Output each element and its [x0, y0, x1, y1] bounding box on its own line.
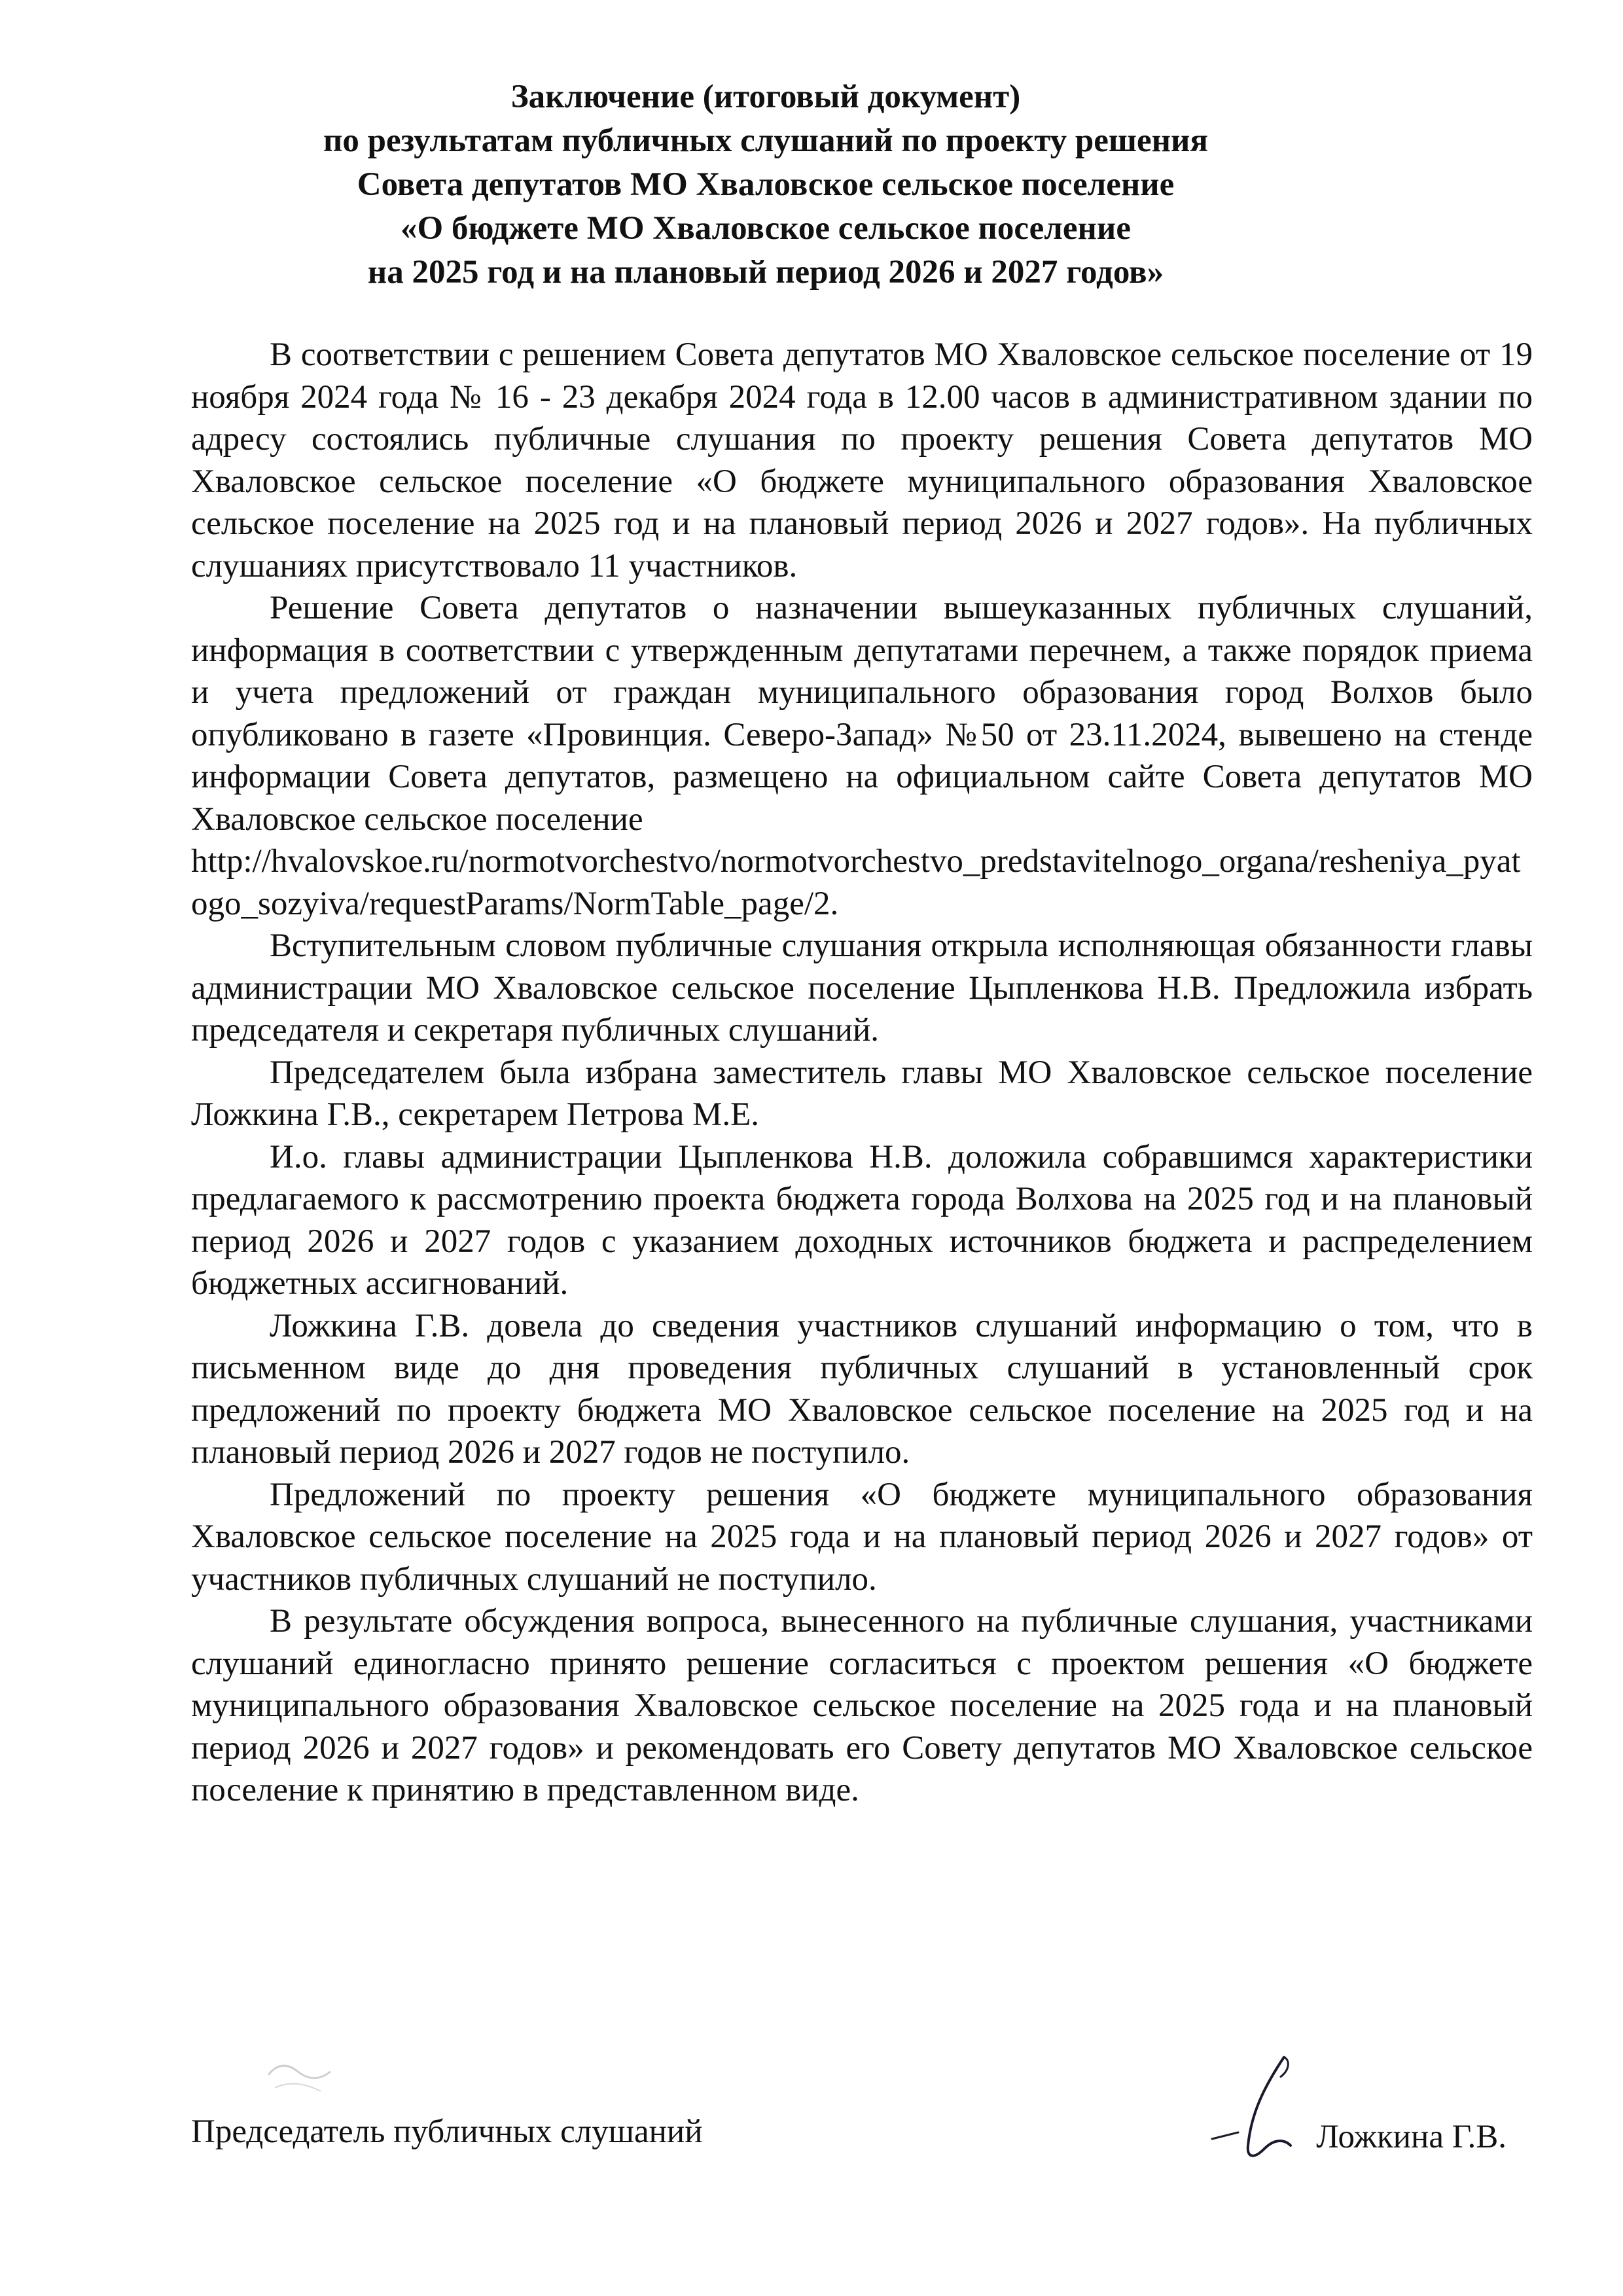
paragraph-chair-election: Председателем была избрана заместитель главы МО Хваловское сельское поселение Ложкина Г.В., секретарем Петрова М.Е. — [191, 1054, 1533, 1133]
paragraph-publication: Решение Совета депутатов о назначении вышеуказанных публичных слушаний, информация в соответствии с утвержденным депутатами перечнем, а также порядок приема и учета предложений от граждан муниципального образования город Волхов было опубликовано в газете «Провинция. Северо-Запад» №50 от 23.11.2024, вывешено на стенде информации Совета депутатов, размещено на официальном сайте Совета депутатов МО Хваловское сельское поселение — [191, 590, 1533, 838]
document-body — [191, 334, 1533, 1812]
signature-block — [191, 2113, 1533, 2159]
title-line: по результатам публичных слушаний по проекту решения — [323, 122, 1208, 159]
document-title — [190, 75, 1342, 295]
signature-role: Председатель публичных слушаний — [191, 2113, 703, 2150]
signature-name: Ложкина Г.В. — [1316, 2119, 1507, 2155]
faint-stamp-mark — [255, 2049, 353, 2108]
paragraph-decision: В результате обсуждения вопроса, вынесенного на публичные слушания, участниками слушаний единогласно принято решение согласиться с проектом решения «О бюджете муниципального образования Хваловское сельское поселение на 2025 года и на плановый период 2026 и 2027 годов» и рекомендовать его Совету депутатов МО Хваловское сельское поселение к принятию в представленном виде. — [191, 1603, 1533, 1808]
paragraph-report: И.о. главы администрации Цыпленкова Н.В. доложила собравшимся характеристики предлагаемого к рассмотрению проекта бюджета города Волхова на 2025 год и на плановый период 2026 и 2027 годов с указанием доходных источников бюджета и распределением бюджетных ассигнований. — [191, 1138, 1533, 1302]
handwritten-signature — [1186, 2047, 1317, 2172]
paragraph-url: http://hvalovskoe.ru/normotvorchestvo/normotvorchestvo_predstavitelnogo_organa/resheniya_pyatogo_sozyiva/requestParams/NormTable_page/2. — [191, 843, 1521, 922]
paragraph-hearing-info: В соответствии с решением Совета депутатов МО Хваловское сельское поселение от 19 ноября 2024 года № 16 - 23 декабря 2024 года в 12.00 часов в административном здании по адресу состоялись публичные слушания по проекту решения Совета депутатов МО Хваловское сельское поселение «О бюджете муниципального образования Хваловское сельское поселение на 2025 год и на плановый период 2026 и 2027 годов». На публичных слушаниях присутствовало 11 участников. — [191, 336, 1533, 584]
title-line: Совета депутатов МО Хваловское сельское поселение — [357, 166, 1175, 203]
title-line: на 2025 год и на плановый период 2026 и 2027 годов» — [367, 254, 1164, 291]
paragraph-no-participant-proposals: Предложений по проекту решения «О бюджете муниципального образования Хваловское сельское поселение на 2025 года и на плановый период 2026 и 2027 годов» от участников публичных слушаний не поступило. — [191, 1476, 1533, 1598]
paragraph-opening: Вступительным словом публичные слушания открыла исполняющая обязанности главы администрации МО Хваловское сельское поселение Цыпленкова Н.В. Предложила избрать председателя и секретаря публичных слушаний. — [191, 927, 1533, 1049]
paragraph-no-written-proposals: Ложкина Г.В. довела до сведения участников слушаний информацию о том, что в письменном виде до дня проведения публичных слушаний в установленный срок предложений по проекту бюджета МО Хваловское сельское поселение на 2025 год и на плановый период 2026 и 2027 годов не поступило. — [191, 1307, 1533, 1471]
title-line: «О бюджете МО Хваловское сельское поселение — [401, 210, 1131, 247]
title-line: Заключение (итоговый документ) — [510, 79, 1021, 115]
